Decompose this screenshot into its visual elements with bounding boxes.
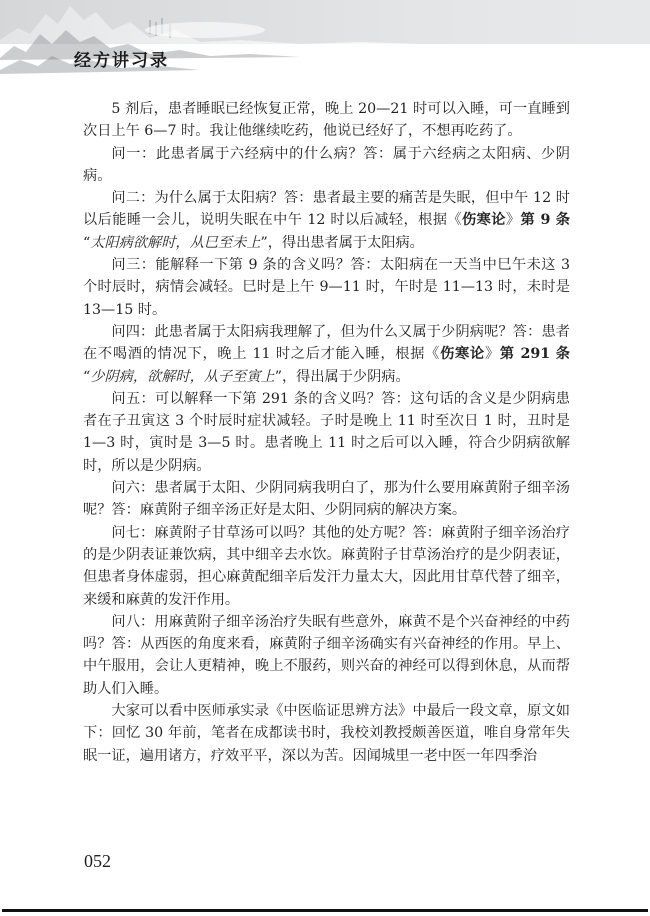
bold-reference: 伤寒论	[462, 212, 506, 229]
text-segment: 大家可以看中医师承实录《中医临证思辨方法》中最后一段文章，原文如下：回忆 30 年前，笔者在成都读书时，我校刘教授颇善医道，唯自身常年失眠一证，遍用诸方，疗效平平，深以为苦。因闻城里一老中医一年四季治	[83, 703, 570, 764]
text-segment: 问六：患者属于太阳、少阴同病我明白了，那为什么要用麻黄附子细辛汤呢？答：麻黄附子细辛汤正好是太阳、少阴同病的解决方案。	[83, 480, 570, 519]
text-segment: ”，得出患者属于太阳病。	[260, 234, 424, 251]
text-segment: “	[83, 368, 91, 385]
bold-reference: 第 9 条	[520, 212, 570, 229]
paragraph	[83, 98, 570, 143]
body-text	[83, 98, 570, 767]
bold-reference: 伤寒论	[440, 346, 485, 363]
text-segment: ”，得出属于少阴病。	[274, 368, 410, 385]
text-segment: 问一：此患者属于六经病中的什么病？答：属于六经病之太阳病、少阴病。	[83, 145, 570, 184]
text-segment: 问二：为什么属于太阳病？答：患者最主要的痛苦是失眠，但中午 12 时以后能睡一会儿，说明失眠在中午 12 时以后减轻，根据《	[83, 190, 570, 229]
text-segment: 问七：麻黄附子甘草汤可以吗？其他的处方呢？答：麻黄附子细辛汤治疗的是少阴表证兼饮病，其中细辛去水饮。麻黄附子甘草汤治疗的是少阴表证，但患者身体虚弱，担心麻黄配细辛后发汗力量太大，因此用甘草代替了细辛，来缓和麻黄的发汗作用。	[83, 524, 570, 608]
text-segment: 问五：可以解释一下第 291 条的含义吗？答：这句话的含义是少阴病患者在子丑寅这 3 个时辰时症状减轻。子时是晚上 11 时至次日 1 时，丑时是 1—3 时，寅时是 3—5 时。患者晚上 11 时之后可以入睡，符合少阴病欲解时，所以是少阴病。	[83, 390, 570, 474]
page-number: 052	[84, 851, 111, 871]
text-segment: 5 剂后，患者睡眠已经恢复正常，晚上 20—21 时可以入睡，可一直睡到次日上午 6—7 时。我让他继续吃药，他说已经好了，不想再吃药了。	[83, 101, 570, 140]
text-segment: 》	[484, 346, 500, 363]
paragraph	[83, 187, 570, 254]
paragraph	[83, 143, 570, 188]
text-segment: 问八：用麻黄附子细辛汤治疗失眠有些意外，麻黄不是个兴奋神经的中药吗？答：从西医的角度来看，麻黄附子细辛汤确实有兴奋神经的作用。早上、中午服用，会让人更精神，晚上不服药，则兴奋的神经可以得到休息，从而帮助人们入睡。	[83, 613, 570, 697]
paragraph	[83, 254, 570, 321]
running-header-title: 经方讲习录	[74, 51, 169, 71]
bold-reference: 第 291 条	[499, 346, 570, 363]
paragraph	[83, 321, 570, 388]
text-segment: “	[83, 234, 91, 251]
page-bottom-rule	[2, 909, 648, 912]
text-segment: 问三：能解释一下第 9 条的含义吗？答：太阳病在一天当中巳午未这 3 个时辰时，病情会减轻。巳时是上午 9—11 时，午时是 11—13 时，未时是 13—15 时。	[83, 257, 570, 318]
text-segment: 问四：此患者属于太阳病我理解了，但为什么又属于少阴病呢？答：患者在不喝酒的情况下，晚上 11 时之后才能入睡，根据《	[83, 323, 570, 363]
paragraph	[83, 477, 570, 522]
paragraph	[83, 522, 570, 611]
quoted-text: 少阴病，欲解时，从子至寅上	[90, 368, 275, 385]
paragraph	[83, 611, 570, 700]
paragraph	[83, 388, 570, 477]
text-segment: 》	[505, 212, 521, 229]
quoted-text: 太阳病欲解时，从巳至未上	[90, 234, 261, 251]
paragraph	[83, 700, 570, 767]
